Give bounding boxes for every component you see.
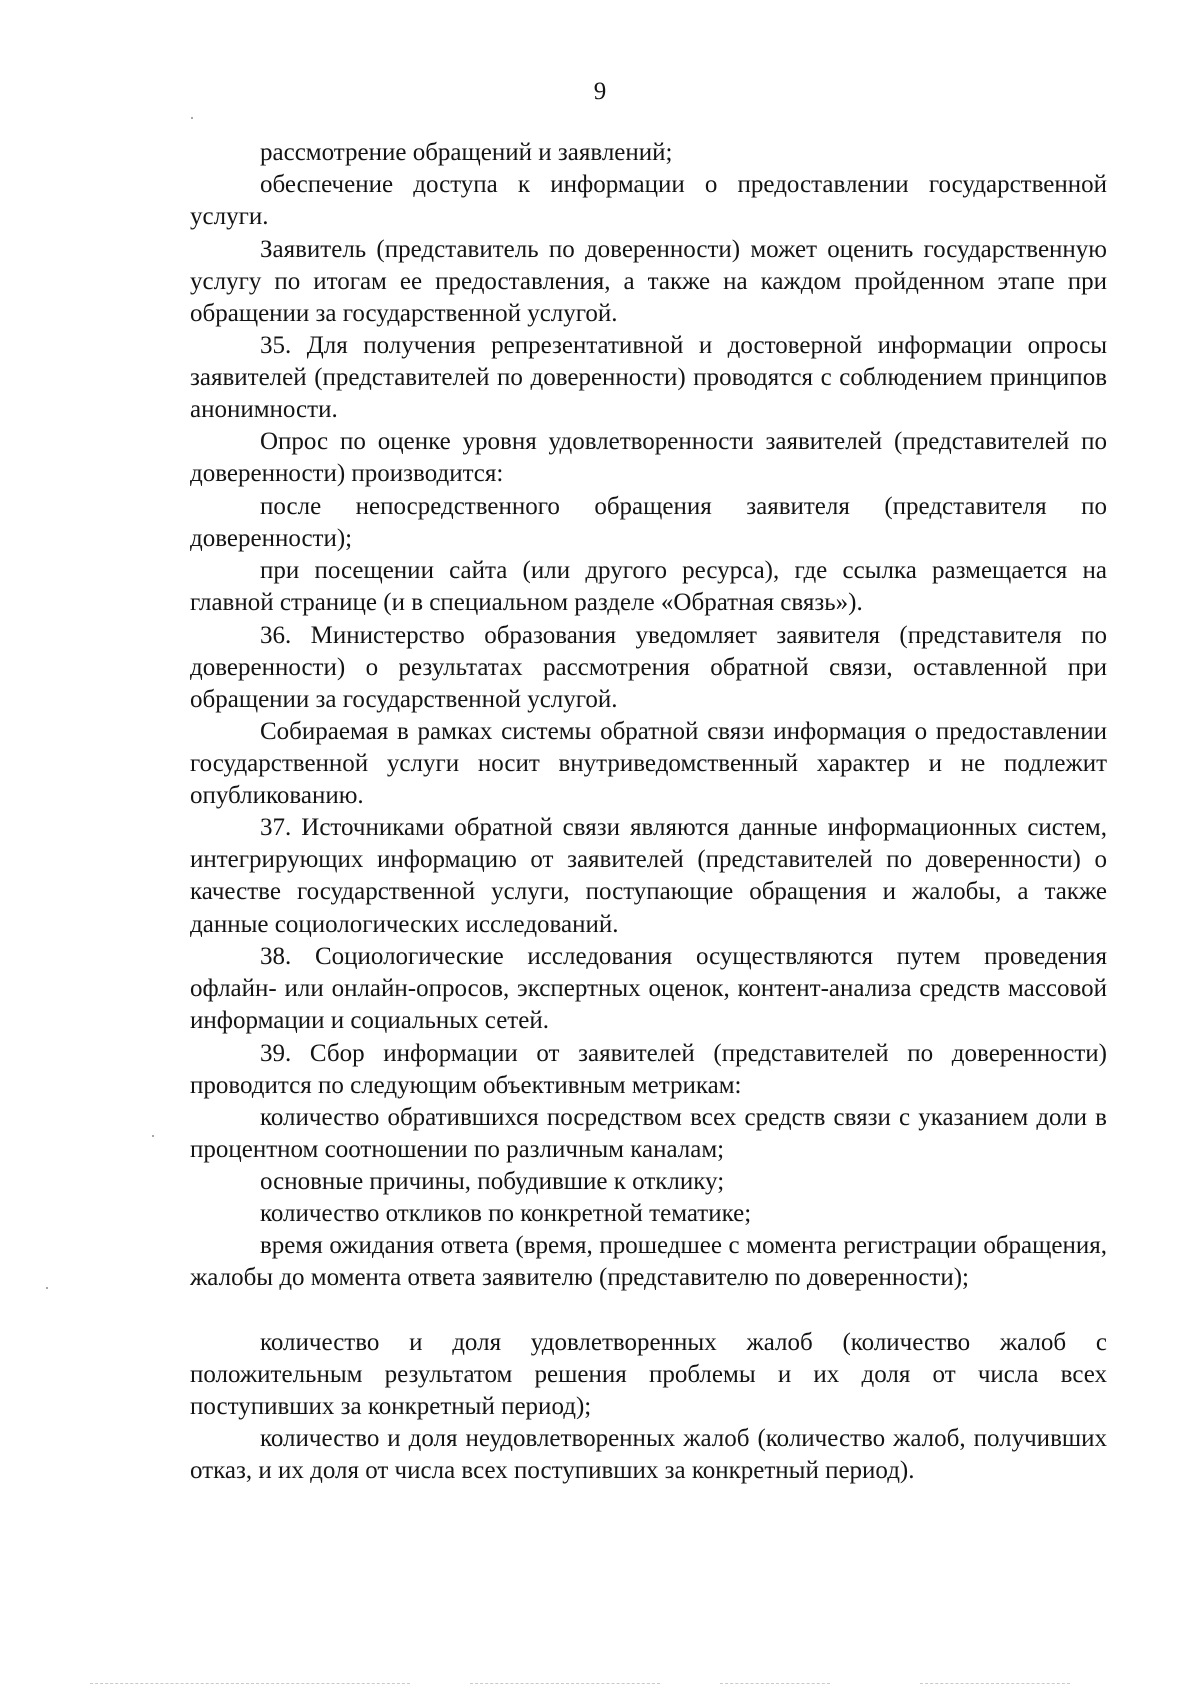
metric-item-channels: количество обратившихся посредством всех средств связи с указанием доли в процентном соотношении по различным каналам; <box>190 1104 1107 1164</box>
metric-item-topics: количество откликов по конкретной тематике; <box>260 1200 752 1227</box>
paragraph-38: 38. Социологические исследования осуществляются путем проведения офлайн- или онлайн-опросов, экспертных оценок, контент-анализа средств массовой информации и социальных сетей. <box>190 943 1107 1035</box>
paragraph-37: 37. Источниками обратной связи являются данные информационных систем, интегрирующих информацию от заявителей (представителей по доверенности) о качестве государственной услуги, поступающие обращения и жалобы, а также данные социологических исследований. <box>190 814 1107 938</box>
scan-speck <box>46 1287 48 1289</box>
paragraph-after-appeal: после непосредственного обращения заявителя (представителя по доверенности); <box>190 493 1107 553</box>
metric-item-reasons: основные причины, побудившие к отклику; <box>260 1168 725 1195</box>
metric-item-wait-time: время ожидания ответа (время, прошедшее с момента регистрации обращения, жалобы до момента ответа заявителю (представителю по доверенности); <box>190 1232 1107 1292</box>
scan-speck <box>152 1135 154 1137</box>
scan-edge-line <box>720 1683 830 1685</box>
scan-edge-line <box>90 1683 410 1685</box>
paragraph-access-to-info: обеспечение доступа к информации о предоставлении государственной услуги. <box>190 171 1107 231</box>
metric-item-satisfied: количество и доля удовлетворенных жалоб (количество жалоб с положительным результатом решения проблемы и их доля от числа всех поступивших за конкретный период); <box>190 1329 1107 1421</box>
scan-edge-line <box>920 1683 1070 1685</box>
scan-edge-line <box>470 1683 660 1685</box>
paragraph-35: 35. Для получения репрезентативной и достоверной информации опросы заявителей (представителей по доверенности) проводятся с соблюдением принципов анонимности. <box>190 332 1107 424</box>
metric-item-unsatisfied: количество и доля неудовлетворенных жалоб (количество жалоб, получивших отказ, и их доля от числа всех поступивших за конкретный период). <box>190 1425 1107 1485</box>
paragraph-review-of-appeals: рассмотрение обращений и заявлений; <box>260 139 673 166</box>
paragraph-36: 36. Министерство образования уведомляет заявителя (представителя по доверенности) о результатах рассмотрения обратной связи, оставленной при обращении за государственной услугой. <box>190 622 1107 714</box>
paragraph-site-visit: при посещении сайта (или другого ресурса), где ссылка размещается на главной странице (и в специальном разделе «Обратная связь»). <box>190 557 1107 617</box>
paragraph-39: 39. Сбор информации от заявителей (представителей по доверенности) проводится по следующим объективным метрикам: <box>190 1040 1107 1100</box>
scan-speck <box>191 117 193 119</box>
paragraph-collected-info: Собираемая в рамках системы обратной связи информация о предоставлении государственной услуги носит внутриведомственный характер и не подлежит опубликованию. <box>190 718 1107 810</box>
page-number: 9 <box>593 78 607 105</box>
paragraph-survey: Опрос по оценке уровня удовлетворенности заявителей (представителей по доверенности) производится: <box>190 428 1107 488</box>
paragraph-applicant-assessment: Заявитель (представитель по доверенности) может оценить государственную услугу по итогам ее предоставления, а также на каждом пройденном этапе при обращении за государственной услугой. <box>190 236 1107 328</box>
